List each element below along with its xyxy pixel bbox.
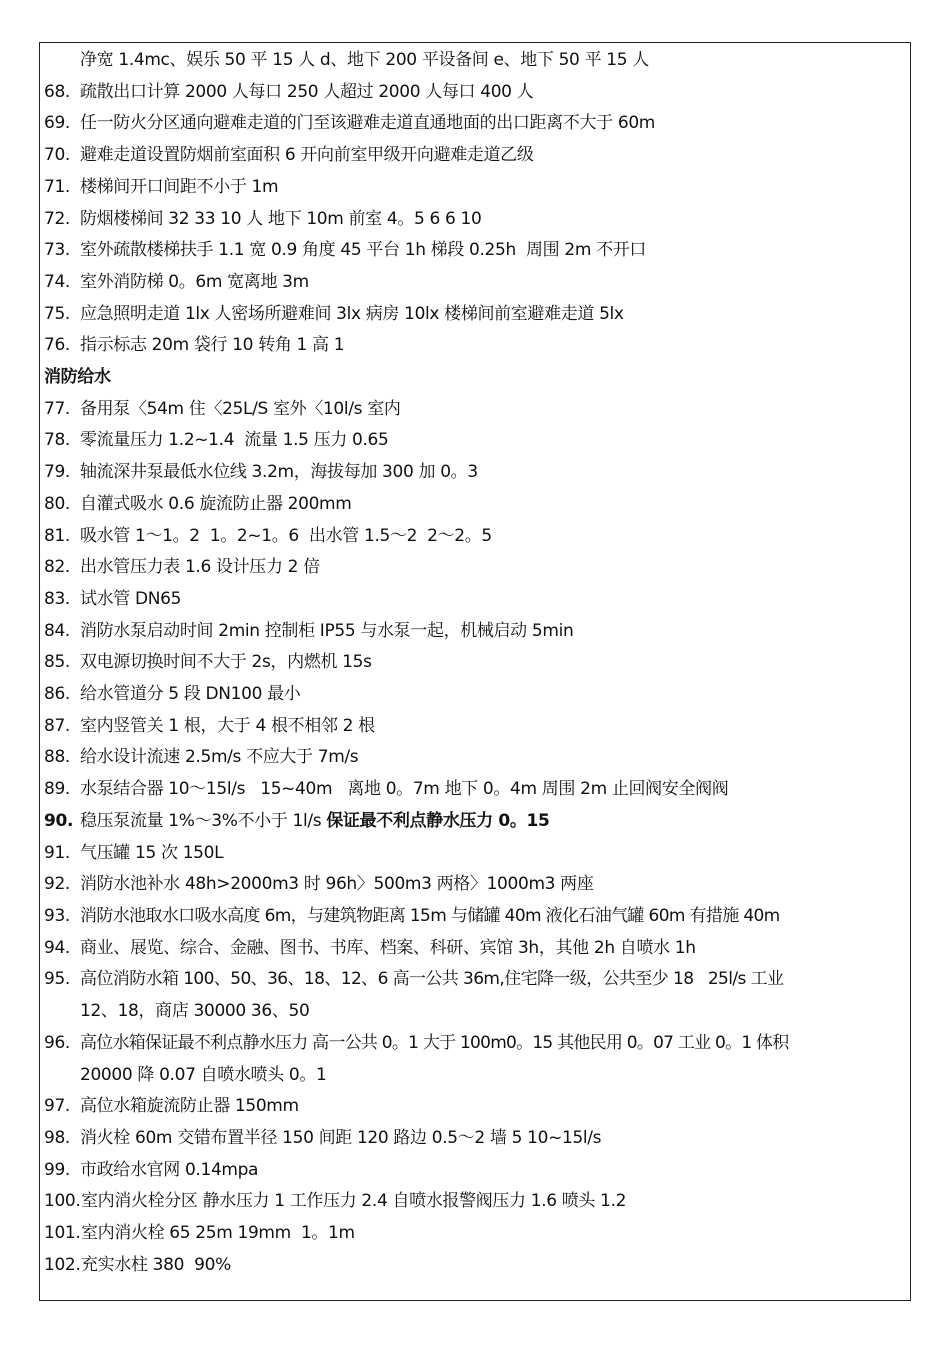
list-item: 69. 任一防火分区通向避难走道的门至该避难走道直通地面的出口距离不大于 60m bbox=[44, 113, 655, 134]
list-item: 76. 指示标志 20m 袋行 10 转角 1 高 1 bbox=[44, 335, 345, 356]
list-item: 75. 应急照明走道 1lx 人密场所避难间 3lx 病房 10lx 楼梯间前室避难走道 5lx bbox=[44, 303, 624, 324]
section-heading: 消防给水 bbox=[44, 367, 111, 388]
list-item: 72. 防烟楼梯间 32 33 10 人 地下 10m 前室 4。5 6 6 10 bbox=[44, 208, 482, 229]
list-item: 97. 高位水箱旋流防止器 150mm bbox=[44, 1096, 299, 1117]
list-item: 89. 水泵结合器 10～15l/s 15~40m 离地 0。7m 地下 0。4m 周围 2m 止回阀安全阀阀 bbox=[44, 779, 729, 800]
continuation-line: 净宽 1.4mc、娱乐 50 平 15 人 d、地下 200 平设备间 e、地下 50 平 15 人 bbox=[80, 50, 649, 70]
list-item: 92. 消防水池补水 48h>2000m3 时 96h〉500m3 两格〉1000m3 两座 bbox=[44, 874, 594, 895]
list-item: 80. 自灌式吸水 0.6 旋流防止器 200mm bbox=[44, 493, 352, 514]
list-item: 73. 室外疏散楼梯扶手 1.1 宽 0.9 角度 45 平台 1h 梯段 0.25h 周围 2m 不开口 bbox=[44, 240, 647, 261]
list-item: 68. 疏散出口计算 2000 人每口 250 人超过 2000 人每口 400 人 bbox=[44, 81, 534, 102]
list-item: 85. 双电源切换时间不大于 2s，内燃机 15s bbox=[44, 652, 372, 673]
list-item: 82. 出水管压力表 1.6 设计压力 2 倍 bbox=[44, 557, 320, 578]
list-item-95: 95. 高位消防水箱 100、50、36、18、12、6 高一公共 36m,住宅降一级，公共至少 18 25l/s 工业 bbox=[44, 969, 784, 990]
list-item-95-continued: 12、18，商店 30000 36、50 bbox=[80, 1001, 310, 1022]
list-item-90: 90. 稳压泵流量 1%～3%不小于 1l/s 保证最不利点静水压力 0。15 bbox=[44, 806, 904, 838]
list-item: 102. 充实水柱 380 90% bbox=[44, 1254, 231, 1275]
list-item: 86. 给水管道分 5 段 DN100 最小 bbox=[44, 684, 301, 705]
list-item-96: 96. 高位水箱保证最不利点静水压力 高一公共 0。1 大于 100m0。15 其他民用 0。07 工业 0。1 体积 bbox=[44, 1032, 789, 1053]
list-item-96-continued: 20000 降 0.07 自喷水喷头 0。1 bbox=[80, 1064, 327, 1085]
list-item: 70. 避难走道设置防烟前室面积 6 开向前室甲级开向避难走道乙级 bbox=[44, 145, 534, 166]
list-item: 88. 给水设计流速 2.5m/s 不应大于 7m/s bbox=[44, 747, 359, 768]
list-item: 93. 消防水池取水口吸水高度 6m，与建筑物距离 15m 与储罐 40m 液化石油气罐 60m 有措施 40m bbox=[44, 905, 780, 926]
list-item: 74. 室外消防梯 0。6m 宽离地 3m bbox=[44, 271, 309, 292]
list-item: 78. 零流量压力 1.2~1.4 流量 1.5 压力 0.65 bbox=[44, 430, 389, 451]
list-item: 87. 室内竖管关 1 根，大于 4 根不相邻 2 根 bbox=[44, 715, 375, 736]
list-item: 81. 吸水管 1～1。2 1。2~1。6 出水管 1.5～2 2～2。5 bbox=[44, 525, 492, 546]
list-item: 98. 消火栓 60m 交错布置半径 150 间距 120 路边 0.5～2 墙 5 10~15l/s bbox=[44, 1127, 602, 1148]
list-item: 71. 楼梯间开口间距不小于 1m bbox=[44, 176, 279, 197]
list-item: 101. 室内消火栓 65 25m 19mm 1。1m bbox=[44, 1223, 355, 1244]
list-item: 84. 消防水泵启动时间 2min 控制柜 IP55 与水泵一起，机械启动 5min bbox=[44, 620, 574, 641]
list-item: 99. 市政给水官网 0.14mpa bbox=[44, 1159, 259, 1180]
document-body bbox=[44, 45, 904, 1281]
list-item: 100. 室内消火栓分区 静水压力 1 工作压力 2.4 自喷水报警阀压力 1.6 喷头 1.2 bbox=[44, 1191, 627, 1212]
list-item: 83. 试水管 DN65 bbox=[44, 588, 182, 609]
list-item: 94. 商业、展览、综合、金融、图书、书库、档案、科研、宾馆 3h，其他 2h 自喷水 1h bbox=[44, 937, 696, 958]
list-item: 77. 备用泵〈54m 住〈25L/S 室外〈10l/s 室内 bbox=[44, 398, 401, 419]
list-item: 79. 轴流深井泵最低水位线 3.2m，海拔每加 300 加 0。3 bbox=[44, 462, 478, 483]
list-item: 91. 气压罐 15 次 150L bbox=[44, 842, 224, 863]
bold-emphasis: 保证最不利点静水压力 0。15 bbox=[326, 810, 550, 831]
